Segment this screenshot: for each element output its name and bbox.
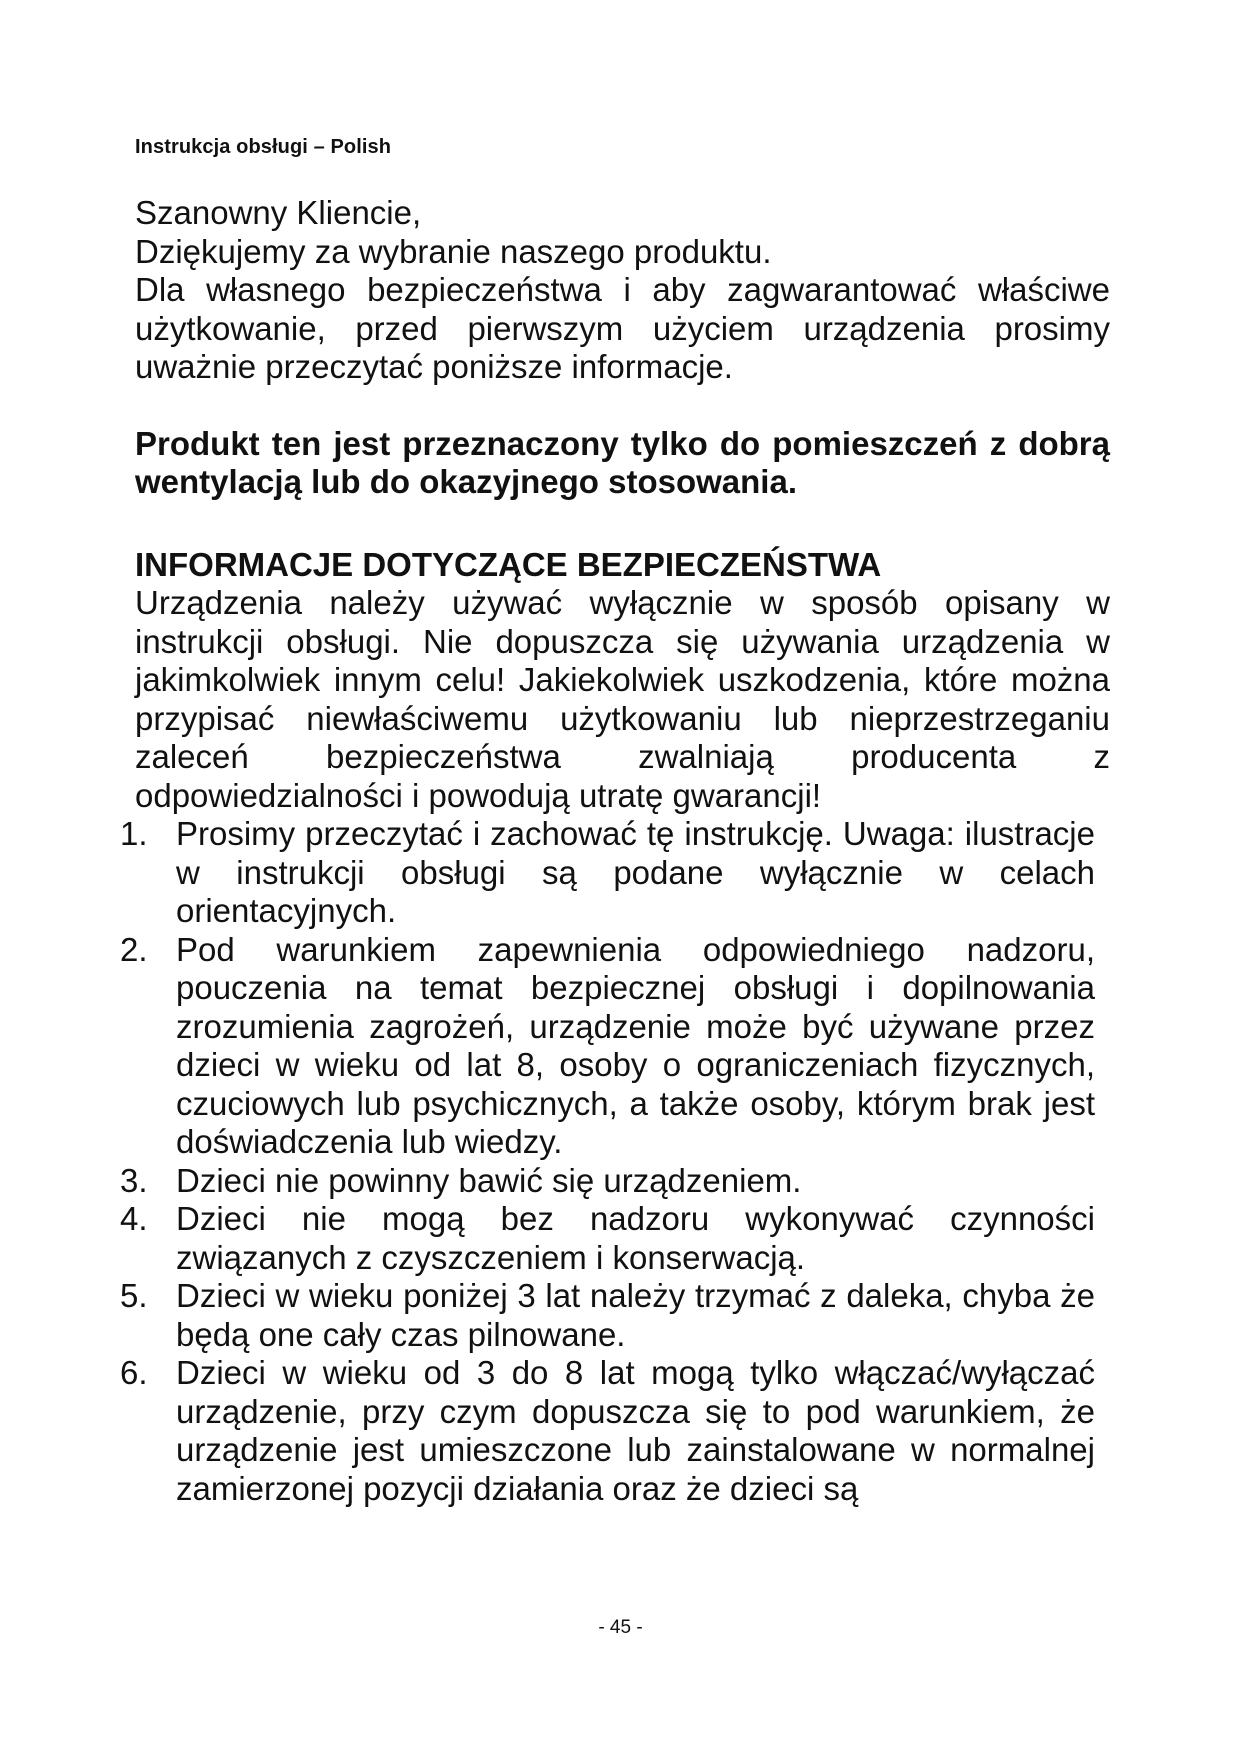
rule-text: Pod warunkiem zapewnienia odpowiedniego nadzoru, pouczenia na temat bezpiecznej obsługi i dopilnowania zrozumienia zagrożeń, urządzenie może być używane przez dzieci w wieku od lat 8, osoby o ograniczeniach fizycznych, czuciowych lub psychicznych, a także osoby, którym brak jest doświadczenia lub wiedzy. <box>176 930 1095 1160</box>
safety-heading: INFORMACJE DOTYCZĄCE BEZPIECZEŃSTWA <box>135 545 882 583</box>
document-content <box>120 194 1110 1508</box>
rule-text: Dzieci w wieku poniżej 3 lat należy trzymać z daleka, chyba że będą one cały czas pilnowane. <box>176 1277 1095 1353</box>
rule-number: 3. <box>120 1161 148 1199</box>
safety-rule-item <box>120 815 1095 931</box>
safety-rule-item <box>120 1277 1095 1354</box>
rule-number: 1. <box>120 815 148 852</box>
safety-warning-paragraph: Urządzenia należy używać wyłącznie w sposób opisany w instrukcji obsługi. Nie dopuszcza się używania urządzenia w jakimkolwiek innym celu! Jakiekolwiek uszkodzenia, które można przypisać niewłaściwemu użytkowaniu lub nieprzestrzeganiu zaleceń bezpieczeństwa zwalniają producenta z odpowiedzialności i powodują utratę gwarancji! <box>135 584 1110 814</box>
rule-number: 2. <box>120 930 148 968</box>
ventilation-note: Produkt ten jest przeznaczony tylko do pomieszczeń z dobrą wentylacją lub do okazyjnego stosowania. <box>135 424 1110 500</box>
safety-rules-list <box>120 815 1095 1508</box>
safety-rule-item <box>120 1200 1095 1277</box>
safety-rule-item <box>120 931 1095 1162</box>
thanks-line: Dziękujemy za wybranie naszego produktu. <box>135 232 772 270</box>
intro-paragraph: Dla własnego bezpieczeństwa i aby zagwarantować właściwe użytkowanie, przed pierwszym użyciem urządzenia prosimy uważnie przeczytać poniższe informacje. <box>135 271 1110 385</box>
rule-number: 6. <box>120 1354 148 1391</box>
safety-rule-item <box>120 1354 1095 1508</box>
rule-number: 4. <box>120 1200 148 1237</box>
greeting-line: Szanowny Kliencie, <box>135 194 422 231</box>
rule-text: Dzieci nie mogą bez nadzoru wykonywać czynności związanych z czyszczeniem i konserwacją. <box>176 1200 1095 1276</box>
page-number: - 45 - <box>598 1617 643 1638</box>
document-header: Instrukcja obsługi – Polish <box>135 136 392 158</box>
rule-number: 5. <box>120 1277 148 1314</box>
rule-text: Prosimy przeczytać i zachować tę instrukcję. Uwaga: ilustracje w instrukcji obsługi są podane wyłącznie w celach orientacyjnych. <box>176 815 1095 929</box>
safety-rule-item <box>120 1162 1095 1201</box>
rule-text: Dzieci w wieku od 3 do 8 lat mogą tylko włączać/wyłączać urządzenie, przy czym dopuszcza się to pod warunkiem, że urządzenie jest umieszczone lub zainstalowane w normalnej zamierzonej pozycji działania oraz że dzieci są <box>176 1354 1095 1507</box>
rule-text: Dzieci nie powinny bawić się urządzeniem. <box>176 1161 802 1199</box>
